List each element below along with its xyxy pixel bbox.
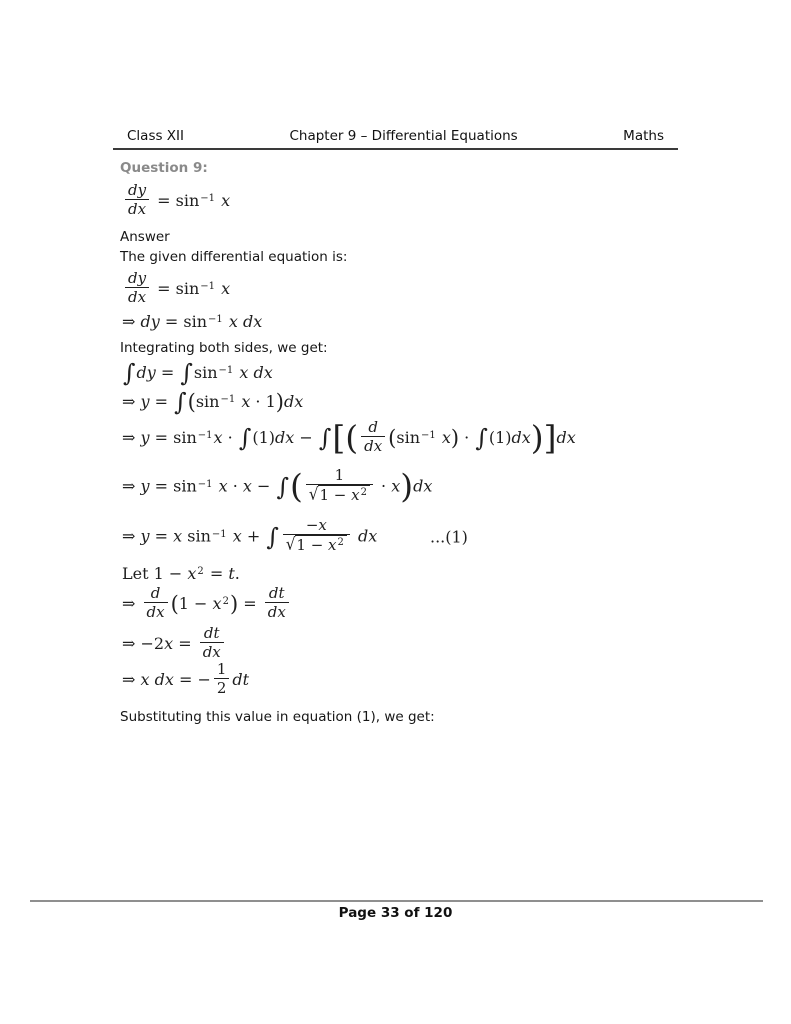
integral-sign: ∫: [238, 424, 252, 452]
equation-number-tag: ...(1): [430, 527, 468, 547]
equation-substitution-let: Let $1 - x^2 = t$.: [122, 564, 240, 583]
integral-sign: ∫: [123, 359, 136, 387]
header-chapter-title: Chapter 9 – Differential Equations: [289, 128, 518, 144]
integrating-text: Integrating both sides, we get:: [120, 340, 328, 356]
integral-sign: ∫: [174, 388, 187, 416]
equation-xdx-half-dt: ⇒ x dx = − $\frac{1}{2}$ dt: [122, 660, 250, 697]
integral-sign: ∫: [180, 359, 193, 387]
page-number: Page 33 of 120: [338, 905, 453, 921]
integral-sign: ∫: [318, 424, 332, 452]
given-text: The given differential equation is:: [120, 249, 348, 265]
page-header: [113, 128, 678, 150]
header-subject: Maths: [623, 128, 664, 144]
footer-divider: [30, 900, 763, 902]
equation-y-integral-product: ⇒ $y = \int(\sin^{-1}$ x · 1)dx: [122, 388, 304, 416]
equation-given: $\frac{dy}{dx}$ = $\sin^{-1} x$: [122, 271, 230, 308]
integral-sign: ∫: [276, 472, 290, 501]
equation-minus-2x: ⇒ −2x = $\frac{dt}{dx}$: [122, 626, 227, 663]
header-class: Class XII: [127, 128, 185, 144]
answer-label: Answer: [120, 229, 170, 245]
equation-dy-equals: ⇒ dy = $\sin^{-1} x$ dx: [122, 312, 263, 331]
equation-integrate-both-sides: $\int dy = \int\sin^{-1}$ x dx: [123, 359, 273, 387]
integral-sign: ∫: [475, 424, 488, 452]
equation-1: ...(1) ⇒ y = x $\sin^{-1} x$ + ∫ $\frac{-x}{√1 - x^2}$ dx: [122, 516, 468, 554]
equation-integration-by-parts: ⇒ $y = \sin^{-1}x \cdot \int(1)dx$ − ∫[( $\frac{d}{dx}$ ($\sin^{-1}$ x) · ∫(1)dx)]dx: [122, 418, 576, 457]
equation-derivative-of-t: ⇒ $\frac{d}{dx}$ $(1 - x^2)$ = $\frac{dt}{dx}$: [122, 586, 292, 623]
integral-sign: ∫: [266, 522, 279, 551]
substituting-text: Substituting this value in equation (1), we get:: [120, 709, 435, 725]
equation-question: $\frac{dy}{dx}$ = $\sin^{-1} x$: [122, 183, 230, 220]
question-label: Question 9:: [120, 160, 208, 176]
equation-after-derivative: ⇒ $y = \sin^{-1} x \cdot x$ − ∫( $\frac{1}{√1 - x^2}$ · x)dx: [122, 466, 433, 506]
